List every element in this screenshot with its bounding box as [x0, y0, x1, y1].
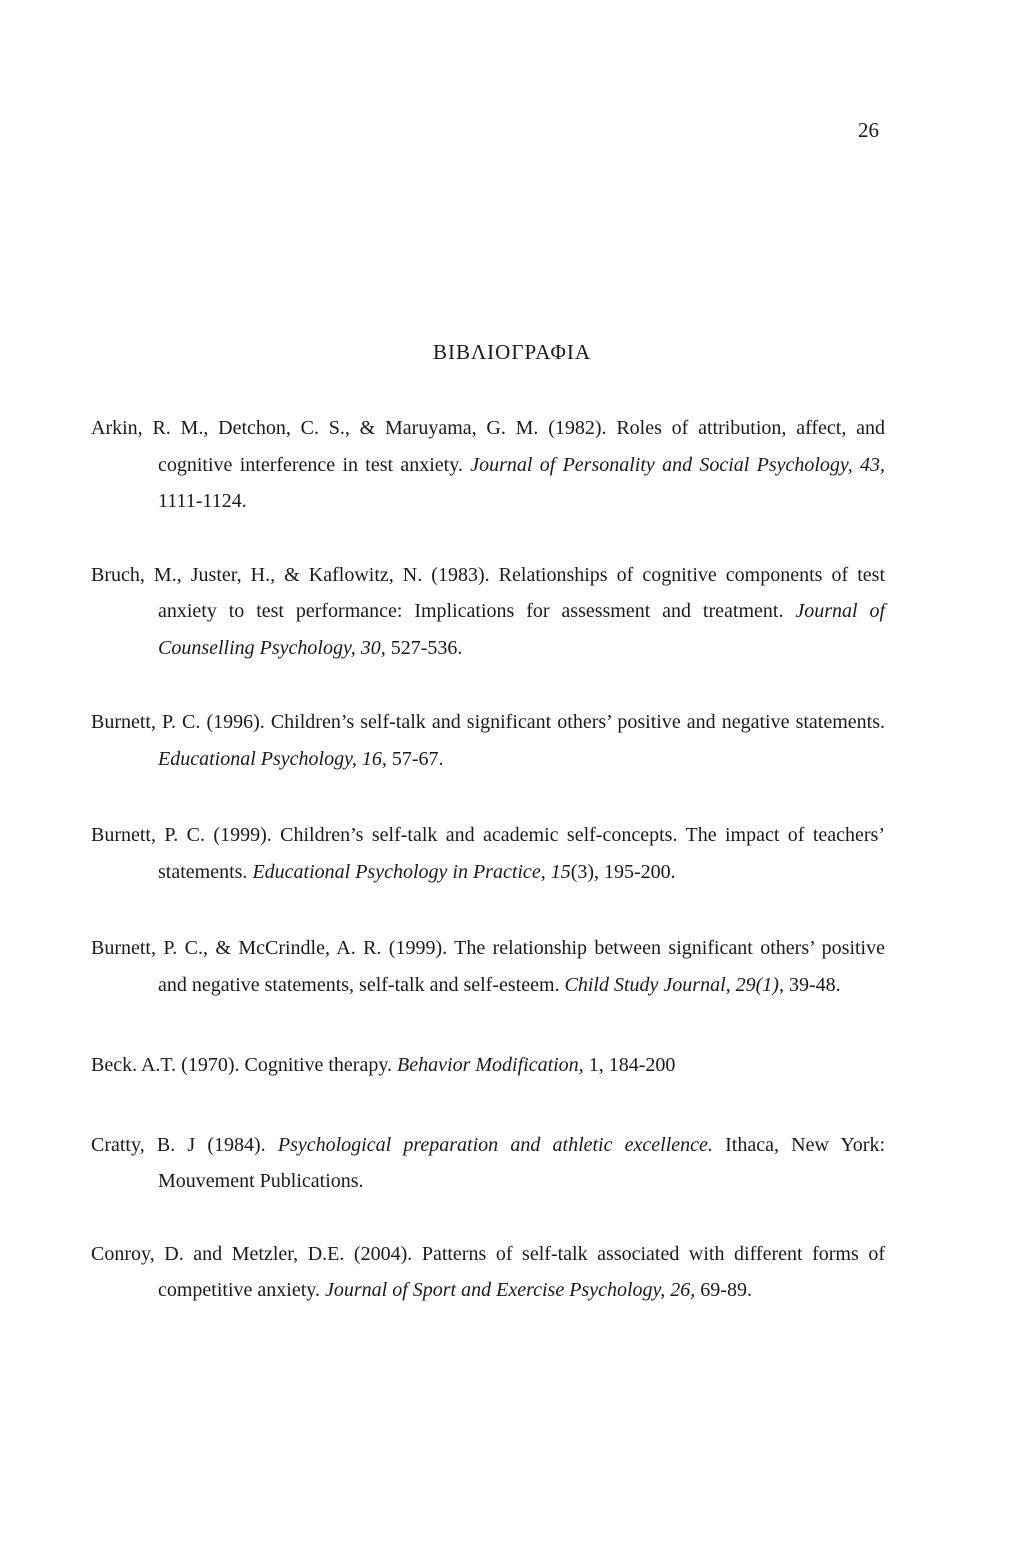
reference-source: Behavior Modification,: [397, 1054, 584, 1076]
reference-pages: 1111-1124.: [158, 490, 247, 512]
reference-entry: [91, 930, 885, 1003]
reference-entry: [91, 410, 885, 520]
reference-source: Child Study Journal, 29(1),: [564, 973, 784, 996]
reference-authors-title: Arkin, R. M., Detchon, C. S., & Maruyama, G. M. (1982). Roles of attribution, affect, and cognitive interference in test anxiety.: [91, 417, 885, 476]
page-number: 26: [858, 118, 879, 142]
reference-authors-title: Burnett, P. C. (1996). Children’s self-talk and significant others’ positive and negative statements.: [91, 711, 885, 733]
reference-pages: 69-89.: [695, 1279, 752, 1301]
reference-pages: (3), 195-200.: [570, 860, 676, 883]
reference-entry: [91, 1236, 885, 1309]
reference-source: Psychological preparation and athletic excellence.: [277, 1133, 713, 1156]
bibliography-heading: ΒΙΒΛΙΟΓΡΑΦΙΑ: [432, 340, 592, 364]
reference-source: Educational Psychology in Practice, 15: [252, 860, 571, 883]
reference-authors-title: Cratty, B. J (1984).: [91, 1133, 278, 1156]
reference-entry: [91, 704, 885, 777]
reference-entry: [91, 1047, 885, 1084]
reference-authors-title: Beck. A.T. (1970). Cognitive therapy.: [91, 1054, 398, 1076]
reference-pages: 39-48.: [783, 973, 841, 996]
reference-source: Educational Psychology, 16,: [158, 747, 387, 770]
reference-pages: Ithaca, New York: Mouvement Publications.: [158, 1133, 886, 1192]
reference-authors-title: Burnett, P. C., & McCrindle, A. R. (1999). The relationship between significant others’ positive and negative statements, self-talk and self-esteem.: [91, 937, 885, 996]
reference-entry: [91, 557, 885, 667]
reference-list: [91, 410, 885, 1344]
reference-pages: 1, 184-200: [583, 1054, 676, 1076]
reference-authors-title: Conroy, D. and Metzler, D.E. (2004). Patterns of self-talk associated with different forms of competitive anxiety.: [91, 1242, 885, 1301]
reference-source: Journal of Counselling Psychology, 30,: [158, 600, 886, 659]
reference-pages: 57-67.: [386, 747, 444, 770]
reference-entry: [91, 817, 885, 890]
reference-authors-title: Burnett, P. C. (1999). Children’s self-talk and academic self-concepts. The impact of teachers’ statements.: [91, 824, 885, 883]
reference-source: Journal of Personality and Social Psychology, 43,: [470, 453, 885, 476]
reference-pages: 527-536.: [385, 636, 463, 659]
reference-entry: [91, 1127, 885, 1200]
reference-source: Journal of Sport and Exercise Psychology, 26,: [324, 1279, 696, 1301]
reference-authors-title: Bruch, M., Juster, H., & Kaflowitz, N. (1983). Relationships of cognitive components of test anxiety to test performance: Implications for assessment and treatment.: [91, 563, 885, 622]
